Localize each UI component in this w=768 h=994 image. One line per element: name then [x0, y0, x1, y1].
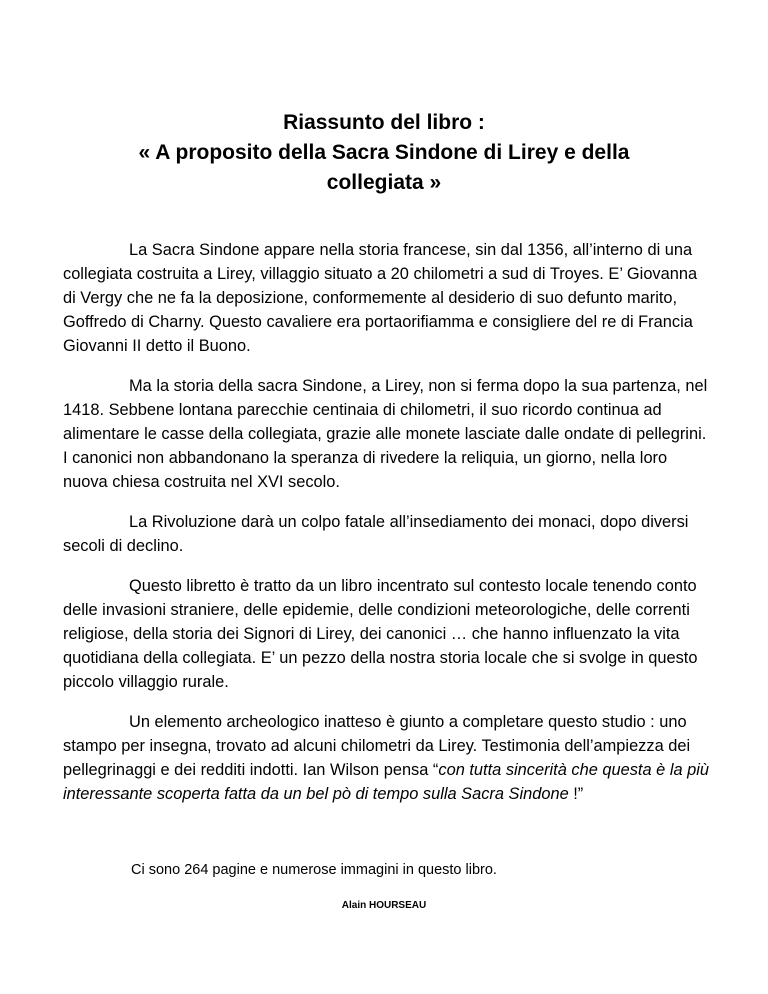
page-title [60, 108, 708, 198]
wilson-quote: con tutta sincerità che questa è la più interessante scoperta fatta da un bel pò di tempo sulla Sacra Sindone [63, 761, 710, 803]
paragraph-3: La Rivoluzione darà un colpo fatale all’insediamento dei monaci, dopo diversi secoli di declino. [63, 513, 689, 555]
title-line-2: « A proposito della Sacra Sindone di Lirey e della [138, 141, 630, 164]
paragraph-5-end: !” [568, 785, 584, 803]
paragraph-5-text: Un elemento archeologico inatteso è giunto a completare questo studio : uno stampo per insegna, trovato ad alcuni chilometri da Lirey. Testimonia dell’ampiezza dei pellegrinaggi e dei redditi indotti. Ian Wilson pensa “ [63, 713, 691, 779]
paragraph-4: Questo libretto è tratto da un libro incentrato sul contesto locale tenendo conto delle invasioni straniere, delle epidemie, delle condizioni meteorologiche, delle correnti religiose, della storia dei Signori di Lirey, dei canonici … che hanno influenzato la vita quotidiana della collegiata. E’ un pezzo della nostra storia locale che si svolge in questo piccolo villaggio rurale. [63, 577, 698, 691]
document-body [63, 238, 713, 822]
title-line-3: collegiata » [326, 171, 442, 194]
title-line-1: Riassunto del libro : [283, 111, 485, 134]
author-name: Alain HOURSEAU [341, 900, 427, 911]
paragraph-5 [63, 710, 713, 806]
paragraph-1: La Sacra Sindone appare nella storia francese, sin dal 1356, all’interno di una collegiata costruita a Lirey, villaggio situato a 20 chilometri a sud di Troyes. E’ Giovanna di Vergy che ne fa la deposizione, conformemente al desiderio di suo defunto marito, Goffredo di Charny. Questo cavaliere era portaorifiamma e consigliere del re di Francia Giovanni II detto il Buono. [63, 241, 698, 355]
paragraph-2: Ma la storia della sacra Sindone, a Lirey, non si ferma dopo la sua partenza, nel 1418. Sebbene lontana parecchie centinaia di chilometri, il suo ricordo continua ad alimentare le casse della collegiata, grazie alle monete lasciate dalle ondate di pellegrini. I canonici non abbandonano la speranza di rivedere la reliquia, un giorno, nella loro nuova chiesa costruita nel XVI secolo. [63, 377, 708, 491]
page-count-note: Ci sono 264 pagine e numerose immagini in questo libro. [131, 862, 497, 878]
